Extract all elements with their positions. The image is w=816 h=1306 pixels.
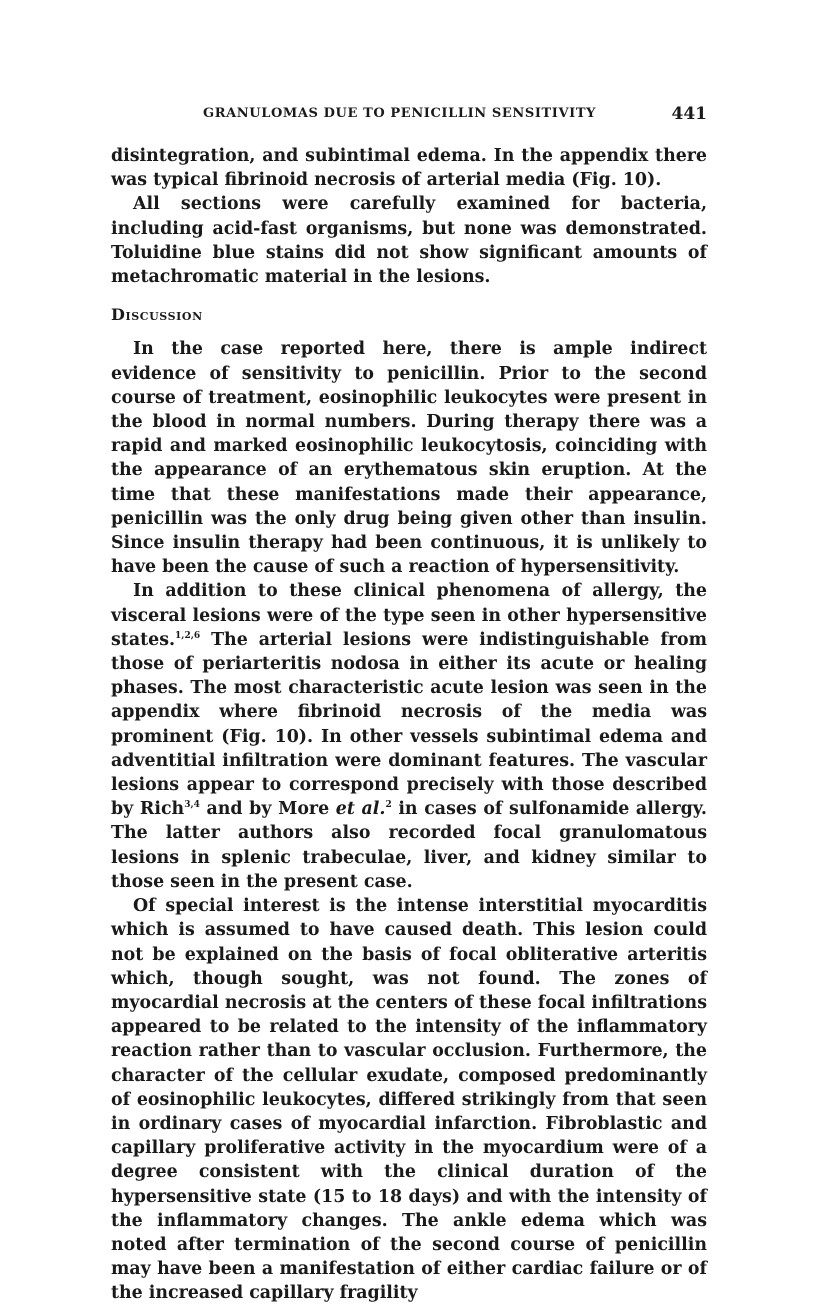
running-title: GRANULOMAS DUE TO PENICILLIN SENSITIVITY: [203, 106, 597, 121]
paragraph-visceral-lesions: [111, 579, 707, 894]
citation-superscript: 2: [385, 800, 392, 811]
text-run: In addition to these clinical phenomena of allergy, the visceral lesions were of the type seen in other hypersensitive states.: [111, 581, 707, 650]
page-number: 441: [671, 104, 707, 124]
paragraph-myocarditis: Of special interest is the intense interstitial myocarditis which is assumed to have caused death. This lesion could not be explained on the basis of focal obliterative arteritis which, though sought, was not found. The zones of myocardial necrosis at the centers of these focal infiltrations appeared to be related to the intensity of the inflammatory reaction rather than to vascular occlusion. Furthermore, the character of the cellular exudate, composed predominantly of eosinophilic leukocytes, differed strikingly from that seen in ordinary cases of myocardial infarction. Fibroblastic and capillary proliferative activity in the myocardium were of a degree consistent with the clinical duration of the hypersensitive state (15 to 18 days) and with the intensity of the inflammatory changes. The ankle edema which was noted after termination of the second course of penicillin may have been a manifestation of either cardiac failure or of the increased capillary fragility: [111, 896, 707, 1304]
text-run: in cases of sulfonamide allergy. The latter authors also recorded focal granulomatous lesions in splenic trabeculae, liver, and kidney similar to those seen in the present case.: [111, 799, 707, 892]
paragraph-penicillin-sensitivity: In the case reported here, there is ample indirect evidence of sensitivity to penicillin. Prior to the second course of treatment, eosinophilic leukocytes were present in the blood in normal numbers. During therapy there was a rapid and marked eosinophilic leukocytosis, coinciding with the appearance of an erythematous skin eruption. At the time that these manifestations made their appearance, penicillin was the only drug being given other than insulin. Since insulin therapy had been continuous, it is unlikely to have been the cause of such a reaction of hypersensitivity.: [111, 339, 707, 578]
article-body: [111, 144, 707, 1306]
paragraph-bacteria-examination: All sections were carefully examined for bacteria, including acid-fast organisms, but none was demonstrated. Toluidine blue stains did not show significant amounts of metachromatic material in the lesions.: [111, 194, 707, 288]
text-run: and by More: [199, 799, 336, 820]
paragraph-continuation: disintegration, and subintimal edema. In the appendix there was typical fibrinoid necrosis of arterial media (Fig. 10).: [111, 146, 707, 191]
et-al-italic: et al.: [335, 799, 386, 820]
text-run: The arterial lesions were indistinguishable from those of periarteritis nodosa in either its acute or healing phases. The most characteristic acute lesion was seen in the appendix where fibrinoid necrosis of the media was prominent (Fig. 10). In other vessels subintimal edema and adventitial infiltration were dominant features. The vascular lesions appear to correspond precisely with those described by Rich: [111, 629, 707, 820]
citation-superscript: 1,2,6: [175, 631, 201, 642]
citation-superscript: 3,4: [184, 800, 200, 811]
section-heading-discussion: Discussion: [111, 305, 203, 325]
running-header: [111, 104, 707, 126]
